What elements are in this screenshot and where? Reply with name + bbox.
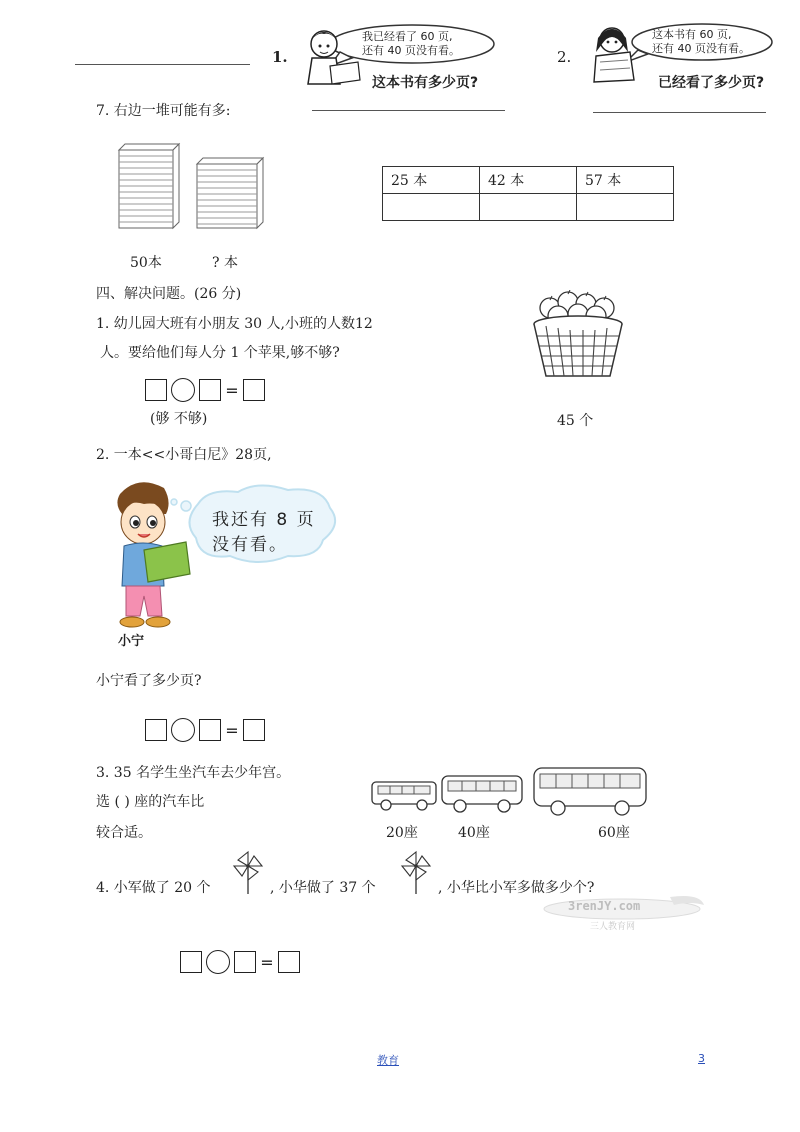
answer-box[interactable] [199, 379, 221, 401]
operator-circle[interactable] [171, 378, 195, 402]
p2-character-name: 小宁 [118, 634, 145, 649]
table-cell-answer-3[interactable] [577, 194, 674, 221]
answer-box[interactable] [243, 719, 265, 741]
p4-part1: 4. 小军做了 20 个 [96, 880, 211, 896]
item1-bubble-text: 我已经看了 60 页, 还有 40 页没有看。 [362, 30, 460, 57]
equals-sign: = [260, 952, 274, 972]
pinwheel-icon [398, 850, 434, 896]
answer-box[interactable] [145, 379, 167, 401]
p2-bubble-text: 我还有 8 页 没有看。 [212, 510, 316, 555]
answer-line-top-left [75, 64, 250, 65]
answer-box[interactable] [180, 951, 202, 973]
book-stacks-illustration [115, 140, 275, 232]
answer-box[interactable] [234, 951, 256, 973]
equals-sign: = [225, 380, 239, 400]
watermark-text: 3renJY.com [568, 899, 641, 913]
p1-choice: (够 不够) [150, 411, 208, 427]
p4-part2: , 小华做了 37 个 [270, 880, 376, 896]
site-watermark [540, 893, 710, 935]
book-stack-right [197, 158, 263, 228]
item1-number: 1. [272, 48, 288, 66]
item1-question: 这本书有多少页? [372, 75, 479, 91]
operator-circle[interactable] [206, 950, 230, 974]
bus-20-seat-icon [370, 778, 438, 812]
answer-line-q7-right [593, 112, 766, 113]
p2-equation [145, 718, 269, 742]
stack-label-left: 50本 [130, 255, 162, 271]
answer-box[interactable] [199, 719, 221, 741]
section-title: 四、解决问题。(26 分) [96, 286, 242, 302]
bus-label-60: 60座 [598, 825, 630, 841]
basket-label: 45 个 [557, 413, 594, 429]
table-cell-option-2: 42 本 [480, 167, 577, 194]
bus-label-40: 40座 [458, 825, 490, 841]
table-cell-answer-1[interactable] [383, 194, 480, 221]
p4-part3: , 小华比小军多做多少个? [438, 880, 595, 896]
answer-box[interactable] [243, 379, 265, 401]
p1-equation [145, 378, 269, 402]
p1-line1: 1. 幼儿园大班有小朋友 30 人,小班的人数12 [96, 316, 373, 332]
q7-choice-table [382, 166, 674, 221]
footer-link[interactable]: 教育 [377, 1054, 399, 1067]
equals-sign: = [225, 720, 239, 740]
answer-line-q7-middle [312, 110, 505, 111]
bus-40-seat-icon [440, 772, 524, 814]
item2-question: 已经看了多少页? [658, 75, 765, 91]
operator-circle[interactable] [171, 718, 195, 742]
book-stack-left [119, 144, 179, 228]
bus-label-20: 20座 [386, 825, 418, 841]
q7-text: 7. 右边一堆可能有多: [96, 103, 231, 119]
table-cell-option-3: 57 本 [577, 167, 674, 194]
p3-line1: 3. 35 名学生坐汽车去少年宫。 [96, 765, 291, 781]
apple-basket-illustration [528, 290, 628, 382]
pinwheel-icon [230, 850, 266, 896]
p2-line1: 2. 一本<<小哥白尼》28页, [96, 447, 272, 463]
table-cell-option-1: 25 本 [383, 167, 480, 194]
p1-line2: 人。要给他们每人分 1 个苹果,够不够? [100, 345, 340, 361]
xiaoning-boy-illustration [108, 478, 343, 638]
page-number: 3 [698, 1052, 705, 1065]
p4-equation [180, 950, 304, 974]
p3-line3: 较合适。 [96, 825, 152, 841]
table-cell-answer-2[interactable] [480, 194, 577, 221]
item2-number: 2. [557, 48, 572, 66]
p3-line2: 选 ( ) 座的汽车比 [96, 794, 205, 810]
item2-bubble-text: 这本书有 60 页, 还有 40 页没有看。 [652, 28, 750, 55]
bus-60-seat-icon [532, 764, 648, 818]
answer-box[interactable] [145, 719, 167, 741]
watermark-subtext: 三人教育网 [590, 922, 636, 932]
answer-box[interactable] [278, 951, 300, 973]
stack-label-right: ? 本 [212, 255, 238, 271]
p2-question: 小宁看了多少页? [96, 673, 202, 689]
